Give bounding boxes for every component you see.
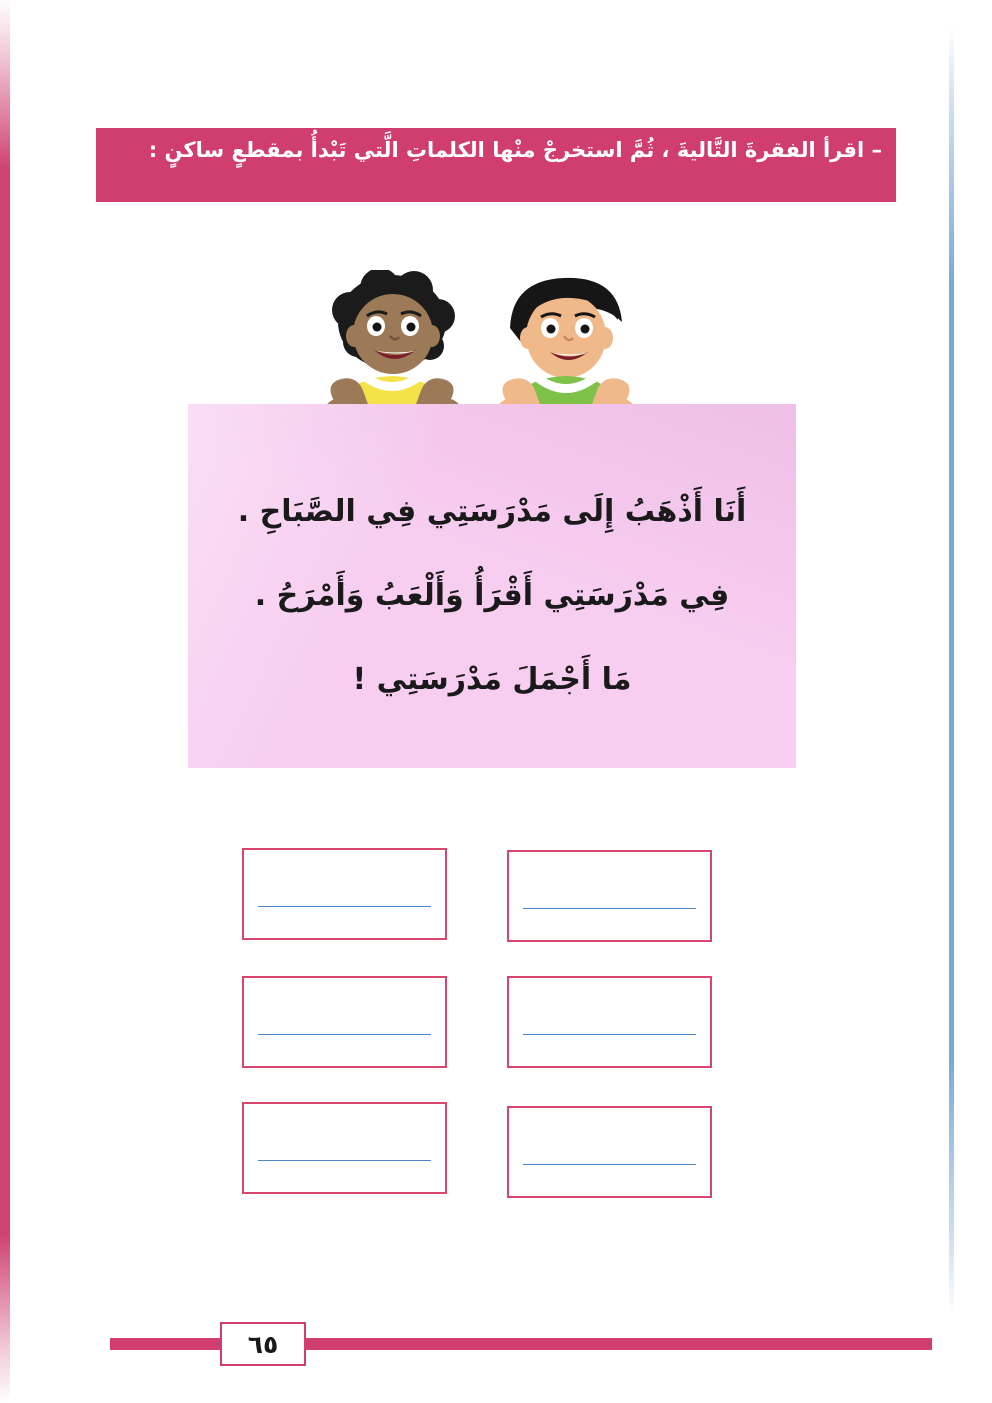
page-border-left	[0, 0, 10, 1403]
answer-box-2[interactable]	[242, 848, 447, 940]
writing-line	[258, 1160, 431, 1161]
passage-text	[216, 470, 768, 722]
child-straight-hair-icon	[497, 278, 635, 420]
answer-box-4[interactable]	[242, 976, 447, 1068]
page-border-right	[949, 26, 954, 1316]
answer-boxes-grid	[242, 848, 712, 1198]
writing-line	[258, 1034, 431, 1035]
page-number: ٦٥	[247, 1329, 279, 1359]
answer-box-5[interactable]	[507, 1106, 712, 1198]
writing-line	[523, 1034, 696, 1035]
answer-row	[242, 1102, 712, 1198]
instruction-text: – اقرأ الفقرةَ التَّاليةَ ، ثُمَّ استخرجْ منْها الكلماتِ الَّتي تَبْدأُ بمقطعٍ ساكنٍ :	[148, 138, 882, 162]
answer-row	[242, 976, 712, 1072]
page-edge-right	[968, 0, 992, 1403]
page-number-badge	[220, 1322, 306, 1366]
passage-line-2: فِي مَدْرَسَتِي أَقْرَأُ وَأَلْعَبُ وَأَمْرَحُ .	[254, 578, 730, 613]
writing-line	[523, 908, 696, 909]
answer-box-6[interactable]	[242, 1102, 447, 1194]
passage-line-3: مَا أَجْمَلَ مَدْرَسَتِي !	[352, 662, 632, 697]
answer-row	[242, 848, 712, 944]
two-children-illustration	[262, 270, 722, 420]
answer-box-1[interactable]	[507, 850, 712, 942]
writing-line	[258, 906, 431, 907]
instruction-banner	[96, 128, 896, 202]
writing-line	[523, 1164, 696, 1165]
passage-line-1: أَنَا أَذْهَبُ إِلَى مَدْرَسَتِي فِي الصَّبَاحِ .	[237, 494, 747, 529]
answer-box-3[interactable]	[507, 976, 712, 1068]
child-curly-hair-icon	[325, 270, 461, 420]
passage-card	[188, 404, 796, 768]
